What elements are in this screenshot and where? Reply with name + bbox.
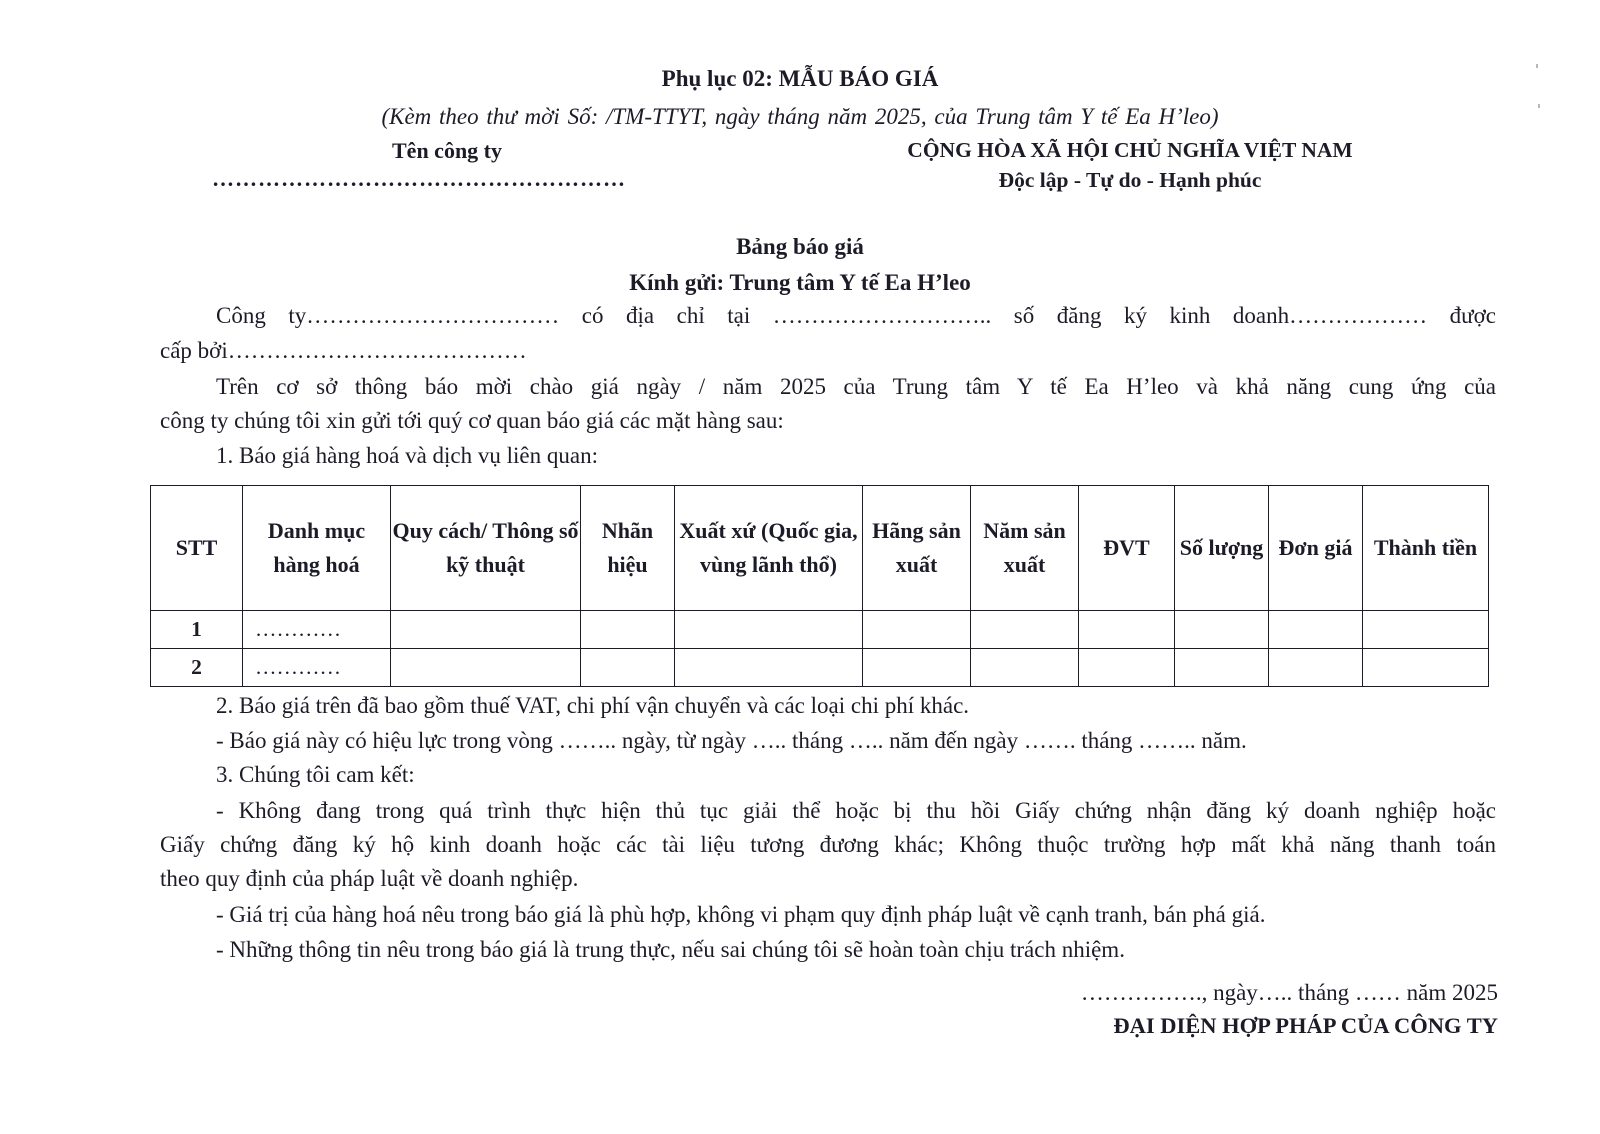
section-2-text: 2. Báo giá trên đã bao gồm thuế VAT, chi phí vận chuyển và các loại chi phí khác. xyxy=(216,693,970,718)
row-cell xyxy=(581,611,675,649)
section-1-heading: 1. Báo giá hàng hoá và dịch vụ liên quan: xyxy=(216,443,598,468)
signature-date-line: ……………., ngày….. tháng …… năm 2025 xyxy=(1080,980,1498,1005)
row-cell xyxy=(391,611,581,649)
section-3-heading: 3. Chúng tôi cam kết: xyxy=(216,762,415,787)
header-brand: Nhãn hiệu xyxy=(581,486,675,611)
commitment-2: - Giá trị của hàng hoá nêu trong báo giá là phù hợp, không vi phạm quy định pháp luật về cạnh tranh, bán phá giá. xyxy=(216,902,1266,927)
row-cell xyxy=(1363,649,1489,687)
row-cell xyxy=(971,611,1079,649)
scan-speck xyxy=(1538,104,1540,108)
legal-representative-label: ĐẠI DIỆN HỢP PHÁP CỦA CÔNG TY xyxy=(1113,1013,1498,1038)
quote-table xyxy=(150,485,1489,687)
commitment-1-line-1: - Không đang trong quá trình thực hiện thủ tục giải thể hoặc bị thu hồi Giấy chứng nhận đăng ký doanh nghiệp hoặc xyxy=(216,798,1496,823)
header-origin: Xuất xứ (Quốc gia, vùng lãnh thổ) xyxy=(675,486,863,611)
row-cell xyxy=(1175,611,1269,649)
row-cell xyxy=(1363,611,1489,649)
row-stt: 2 xyxy=(151,649,243,687)
appendix-title: Phụ lục 02: MẪU BÁO GIÁ xyxy=(661,66,939,91)
header-item: Danh mục hàng hoá xyxy=(243,486,391,611)
row-cell xyxy=(391,649,581,687)
row-cell xyxy=(863,611,971,649)
row-cell xyxy=(1175,649,1269,687)
row-cell xyxy=(1269,611,1363,649)
national-motto: Độc lập - Tự do - Hạnh phúc xyxy=(998,168,1262,192)
table-header-row xyxy=(151,486,1489,611)
header-stt: STT xyxy=(151,486,243,611)
row-cell xyxy=(1079,611,1175,649)
row-cell xyxy=(581,649,675,687)
commitment-3: - Những thông tin nêu trong báo giá là trung thực, nếu sai chúng tôi sẽ hoàn toàn chịu trách nhiệm. xyxy=(216,937,1125,962)
header-year: Năm sản xuất xyxy=(971,486,1079,611)
row-cell xyxy=(1269,649,1363,687)
intro-line-1: Trên cơ sở thông báo mời chào giá ngày / năm 2025 của Trung tâm Y tế Ea H’leo và khả năng cung ứng của xyxy=(216,374,1496,399)
row-cell xyxy=(863,649,971,687)
header-quantity: Số lượng xyxy=(1175,486,1269,611)
table-row xyxy=(151,611,1489,649)
row-item: ………… xyxy=(243,649,391,687)
document-title: Bảng báo giá xyxy=(736,234,864,259)
company-info-line-1: Công ty…………………………… có địa chỉ tại ……………………….. số đăng ký kinh doanh……………… được xyxy=(216,303,1496,328)
row-cell xyxy=(675,611,863,649)
header-unit-price: Đơn giá xyxy=(1269,486,1363,611)
table-row xyxy=(151,649,1489,687)
row-stt: 1 xyxy=(151,611,243,649)
company-name-label: Tên công ty xyxy=(392,138,502,163)
intro-line-2: công ty chúng tôi xin gửi tới quý cơ quan báo giá các mặt hàng sau: xyxy=(160,408,784,433)
addressee: Kính gửi: Trung tâm Y tế Ea H’leo xyxy=(629,270,971,295)
row-cell xyxy=(675,649,863,687)
row-cell xyxy=(1079,649,1175,687)
row-cell xyxy=(971,649,1079,687)
company-info-line-2: cấp bởi………………………………… xyxy=(160,338,527,363)
header-unit: ĐVT xyxy=(1079,486,1175,611)
validity-line: - Báo giá này có hiệu lực trong vòng …….. ngày, từ ngày ….. tháng ….. năm đến ngày ……. tháng …….. năm. xyxy=(216,728,1247,753)
header-specification: Quy cách/ Thông số kỹ thuật xyxy=(391,486,581,611)
header-total: Thành tiền xyxy=(1363,486,1489,611)
invitation-reference: (Kèm theo thư mời Số: /TM-TTYT, ngày tháng năm 2025, của Trung tâm Y tế Ea H’leo) xyxy=(381,104,1219,129)
national-title: CỘNG HÒA XÃ HỘI CHỦ NGHĨA VIỆT NAM xyxy=(907,138,1353,162)
scan-speck xyxy=(1536,64,1538,68)
commitment-1-line-3: theo quy định của pháp luật về doanh nghiệp. xyxy=(160,866,579,891)
company-name-blank: ……………………………………………… xyxy=(212,166,626,191)
header-manufacturer: Hãng sản xuất xyxy=(863,486,971,611)
commitment-1-line-2: Giấy chứng đăng ký hộ kinh doanh hoặc các tài liệu tương đương khác; Không thuộc trường hợp mất khả năng thanh toán xyxy=(160,832,1496,857)
row-item: ………… xyxy=(243,611,391,649)
